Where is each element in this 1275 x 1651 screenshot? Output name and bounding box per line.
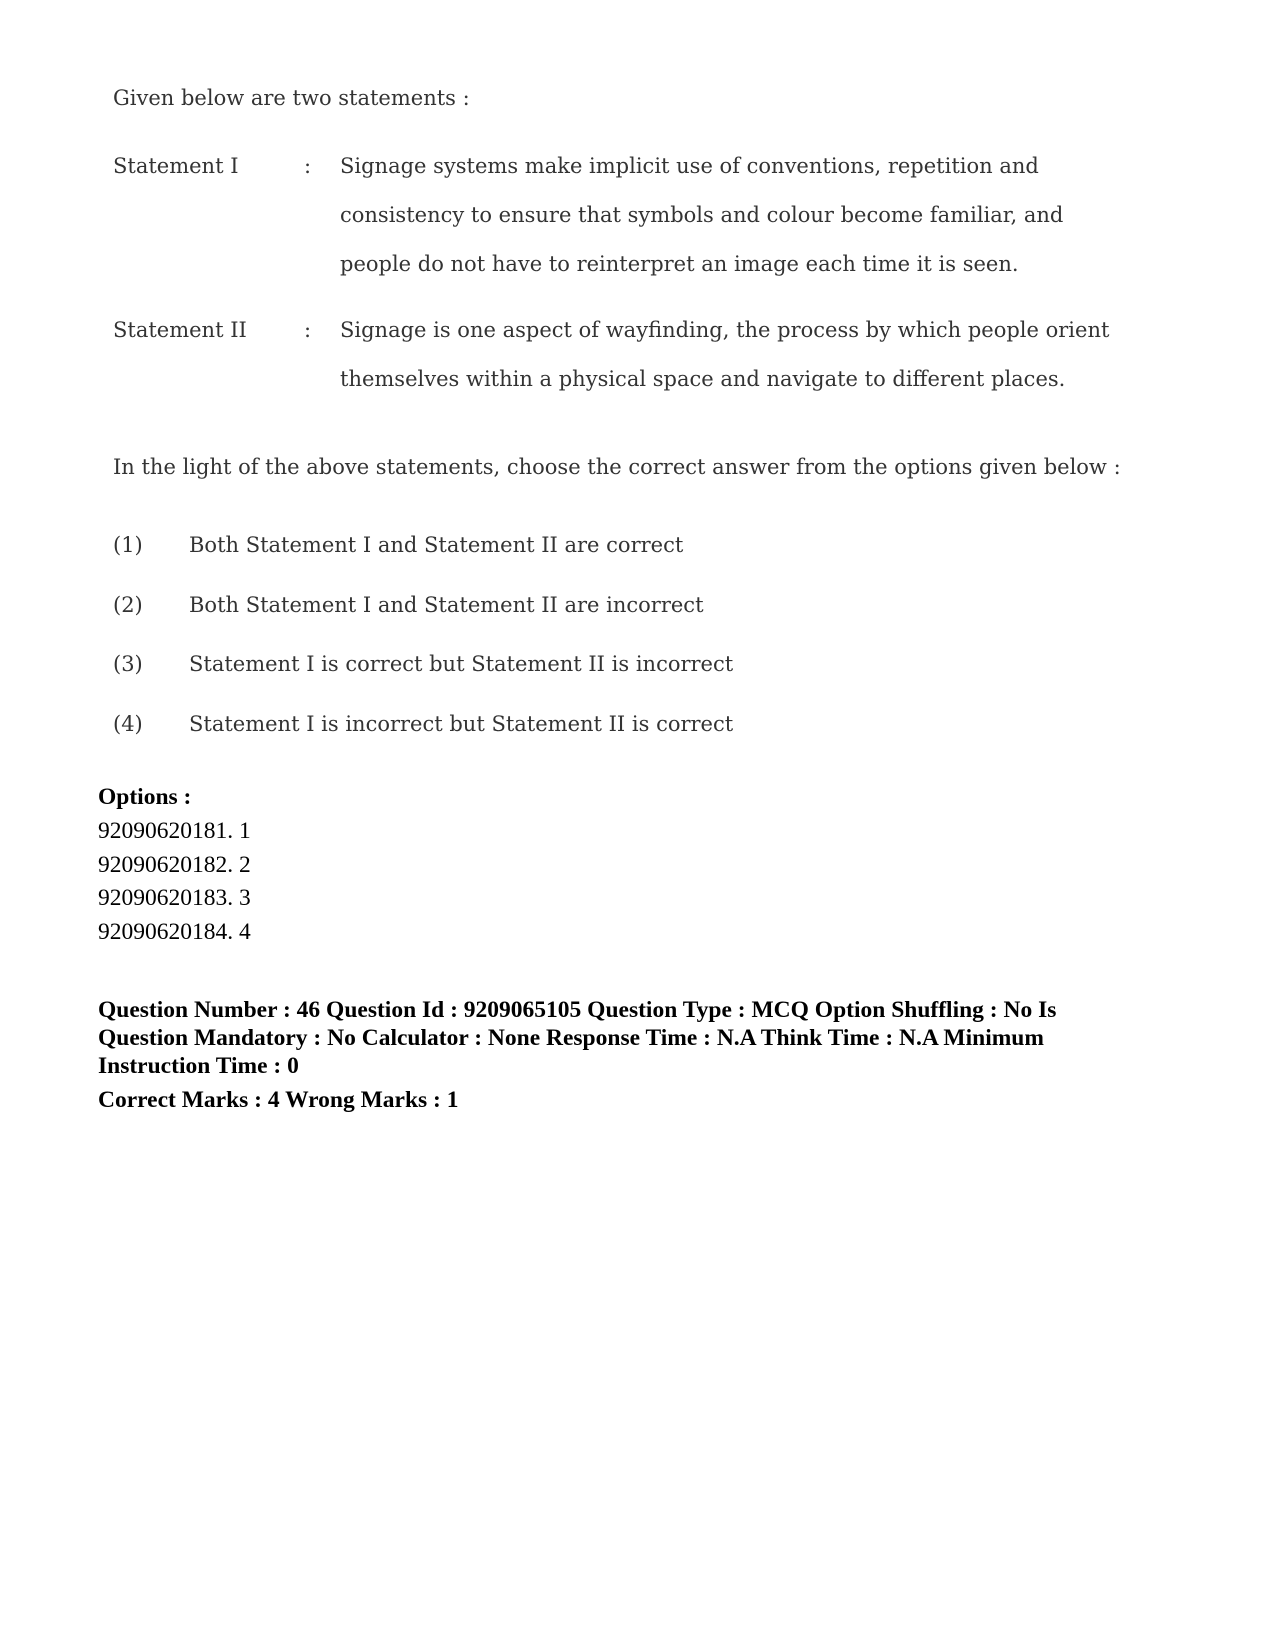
marks-info: Correct Marks : 4 Wrong Marks : 1 xyxy=(98,1087,459,1113)
statement-2-line-1: Signage is one aspect of wayfinding, the process by which people orient xyxy=(340,318,1110,342)
option-id-1: 92090620181. 1 xyxy=(98,818,251,844)
statement-1-line-3: people do not have to reinterpret an image each time it is seen. xyxy=(340,252,1019,276)
choice-4-number: (4) xyxy=(113,712,143,736)
question-info: Question Number : 46 Question Id : 9209065105 Question Type : MCQ Option Shuffling : No Is Question Mandatory : No Calculator : None Response Time : N.A Think Time : N.A Minimum Instruction Time : 0 xyxy=(98,997,1057,1079)
choice-1-text: Both Statement I and Statement II are correct xyxy=(189,533,684,557)
choice-3-text: Statement I is correct but Statement II is incorrect xyxy=(189,652,734,676)
choice-3-number: (3) xyxy=(113,652,143,676)
option-id-3: 92090620183. 3 xyxy=(98,885,251,911)
statement-1-line-1: Signage systems make implicit use of conventions, repetition and xyxy=(340,154,1039,178)
statement-1-label: Statement I xyxy=(113,154,239,178)
option-id-4: 92090620184. 4 xyxy=(98,919,251,945)
choice-1-number: (1) xyxy=(113,533,143,557)
choice-2-text: Both Statement I and Statement II are incorrect xyxy=(189,593,704,617)
question-intro: Given below are two statements : xyxy=(113,86,470,110)
question-instruction: In the light of the above statements, choose the correct answer from the options given below : xyxy=(113,455,1121,479)
options-heading: Options : xyxy=(98,784,192,810)
statement-2-colon: : xyxy=(304,318,312,342)
statement-2-line-2: themselves within a physical space and navigate to different places. xyxy=(340,367,1066,391)
choice-2-number: (2) xyxy=(113,593,143,617)
choice-4-text: Statement I is incorrect but Statement II is correct xyxy=(189,712,734,736)
statement-1-line-2: consistency to ensure that symbols and colour become familiar, and xyxy=(340,203,1064,227)
option-id-2: 92090620182. 2 xyxy=(98,852,251,878)
statement-2-label: Statement II xyxy=(113,318,247,342)
statement-1-colon: : xyxy=(304,154,312,178)
